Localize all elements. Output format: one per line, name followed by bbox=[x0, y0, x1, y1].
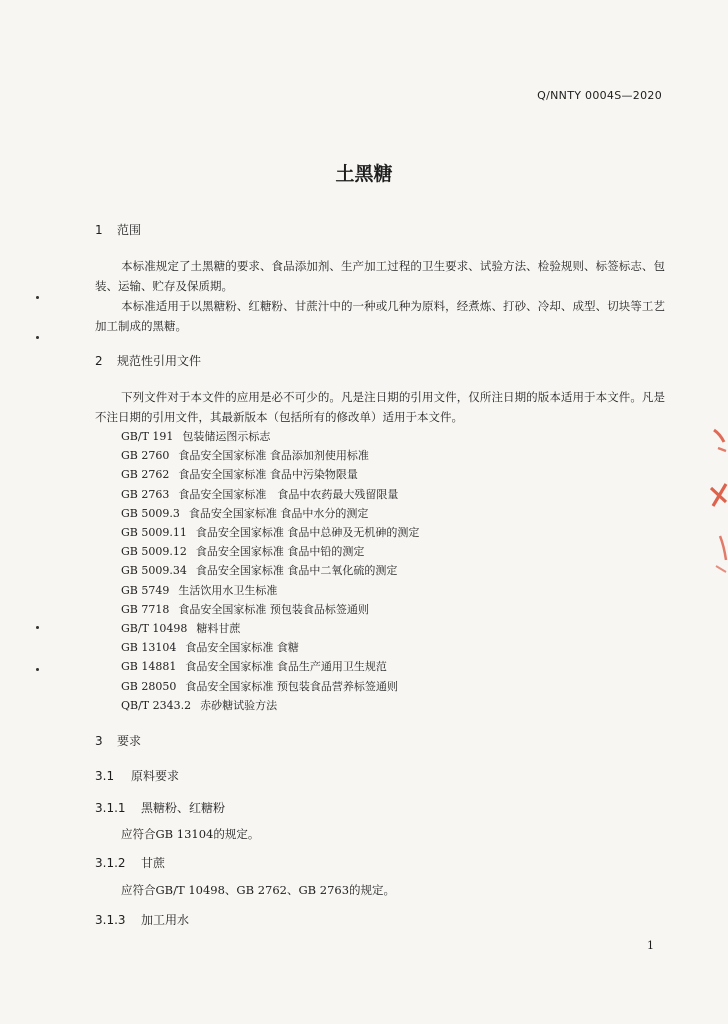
scope-paragraph-2 bbox=[95, 296, 665, 336]
section-3-heading bbox=[95, 732, 141, 749]
section-2-heading bbox=[95, 352, 201, 369]
section-2-title: 规范性引用文件 bbox=[117, 354, 202, 368]
reference-title: 食品安全国家标准 食品添加剂使用标准 bbox=[178, 449, 369, 463]
reference-item bbox=[121, 696, 419, 715]
reference-item bbox=[121, 446, 419, 465]
reference-item bbox=[121, 523, 419, 542]
section-2-number: 2 bbox=[95, 354, 103, 368]
reference-code: GB 7718 bbox=[121, 602, 170, 616]
section-3-1-3-heading bbox=[95, 911, 189, 928]
reference-title: 包装储运图示标志 bbox=[182, 430, 271, 443]
section-1-heading bbox=[95, 221, 141, 238]
reference-code: GB 5749 bbox=[121, 583, 170, 597]
reference-title: 食品安全国家标准 食糖 bbox=[185, 641, 299, 655]
reference-code: GB 5009.12 bbox=[121, 545, 187, 559]
reference-title: 赤砂糖试验方法 bbox=[200, 698, 278, 712]
reference-title: 食品安全国家标准 预包装食品标签通则 bbox=[178, 602, 369, 616]
reference-item bbox=[121, 677, 419, 696]
reference-item bbox=[121, 600, 419, 619]
scope-text-2: 本标准适用于以黑糖粉、红糖粉、甘蔗汁中的一种或几种为原料，经煮炼、打砂、冷却、成型、切块等工艺加工制成的黑糖。 bbox=[95, 299, 665, 333]
section-3-1-2-text: 应符合GB/T 10498、GB 2762、GB 2763的规定。 bbox=[121, 883, 396, 897]
reference-item bbox=[121, 542, 419, 561]
section-3-1-2-heading bbox=[95, 854, 165, 871]
reference-code: GB/T 10498 bbox=[121, 622, 188, 636]
section-3-1-1-heading bbox=[95, 799, 225, 816]
seal-stamp-fragment bbox=[706, 418, 728, 578]
reference-title: 食品安全国家标准 食品中水分的测定 bbox=[188, 506, 369, 520]
scope-paragraph-1 bbox=[95, 256, 665, 296]
reference-title: 糖料甘蔗 bbox=[196, 622, 241, 636]
scan-speck bbox=[36, 336, 39, 339]
reference-title: 食品安全国家标准 食品生产通用卫生规范 bbox=[185, 660, 387, 674]
reference-code: GB 2762 bbox=[121, 468, 170, 482]
section-3-1-2-title: 甘蔗 bbox=[141, 856, 166, 870]
section-3-1-title: 原料要求 bbox=[131, 769, 180, 783]
reference-code: GB 5009.34 bbox=[121, 564, 187, 578]
reference-item bbox=[121, 427, 419, 446]
scope-text-1: 本标准规定了土黑糖的要求、食品添加剂、生产加工过程的卫生要求、试验方法、检验规则、标签标志、包装、运输、贮存及保质期。 bbox=[95, 259, 665, 293]
reference-code: GB/T 191 bbox=[121, 430, 174, 443]
reference-title: 食品安全国家标准 预包装食品营养标签通则 bbox=[185, 679, 398, 693]
reference-code: GB 28050 bbox=[121, 679, 177, 693]
reference-title: 食品安全国家标准 食品中二氧化硫的测定 bbox=[195, 564, 398, 578]
scan-speck bbox=[36, 626, 39, 629]
section-3-1-1-text: 应符合GB 13104的规定。 bbox=[121, 827, 260, 841]
section-3-title: 要求 bbox=[117, 734, 142, 748]
scan-speck bbox=[36, 296, 39, 299]
reference-item bbox=[121, 485, 419, 504]
section-3-1-3-title: 加工用水 bbox=[141, 913, 190, 927]
section-3-1-1-title: 黑糖粉、红糖粉 bbox=[141, 801, 226, 815]
references-intro bbox=[95, 387, 665, 427]
reference-code: GB 2760 bbox=[121, 449, 170, 463]
reference-item bbox=[121, 619, 419, 638]
reference-item bbox=[121, 657, 419, 676]
reference-item bbox=[121, 504, 419, 523]
reference-code: GB 2763 bbox=[121, 487, 170, 501]
section-3-1-3-number: 3.1.3 bbox=[95, 913, 126, 927]
scan-speck bbox=[36, 668, 39, 671]
section-3-number: 3 bbox=[95, 734, 103, 748]
reference-title: 生活饮用水卫生标准 bbox=[178, 583, 278, 597]
section-1-title: 范围 bbox=[117, 223, 142, 237]
section-3-1-number: 3.1 bbox=[95, 769, 115, 783]
section-1-number: 1 bbox=[95, 223, 103, 237]
section-3-1-1-number: 3.1.1 bbox=[95, 801, 126, 815]
reference-code: GB 5009.3 bbox=[121, 506, 180, 520]
section-3-1-2-number: 3.1.2 bbox=[95, 856, 126, 870]
reference-title: 食品安全国家标准 食品中污染物限量 bbox=[178, 468, 358, 482]
reference-code: GB 13104 bbox=[121, 641, 177, 655]
reference-title: 食品安全国家标准 食品中总砷及无机砷的测定 bbox=[195, 526, 420, 540]
reference-code: GB 5009.11 bbox=[121, 526, 187, 540]
references-intro-text: 下列文件对于本文件的应用是必不可少的。凡是注日期的引用文件，仅所注日期的版本适用于本文件。凡是不注日期的引用文件，其最新版本（包括所有的修改单）适用于本文件。 bbox=[95, 390, 665, 424]
reference-item bbox=[121, 581, 419, 600]
reference-item bbox=[121, 638, 419, 657]
reference-title: 食品安全国家标准 食品中铅的测定 bbox=[195, 545, 365, 559]
reference-item bbox=[121, 465, 419, 484]
reference-code: QB/T 2343.2 bbox=[121, 698, 192, 712]
page-title: 土黑糖 bbox=[335, 163, 393, 185]
reference-list bbox=[121, 427, 419, 715]
page-number: 1 bbox=[647, 939, 654, 952]
section-3-1-heading bbox=[95, 767, 179, 784]
reference-title: 食品安全国家标准 食品中农药最大残留限量 bbox=[178, 487, 399, 501]
reference-item bbox=[121, 561, 419, 580]
reference-code: GB 14881 bbox=[121, 660, 177, 674]
standard-code: Q/NNTY 0004S—2020 bbox=[537, 89, 662, 102]
